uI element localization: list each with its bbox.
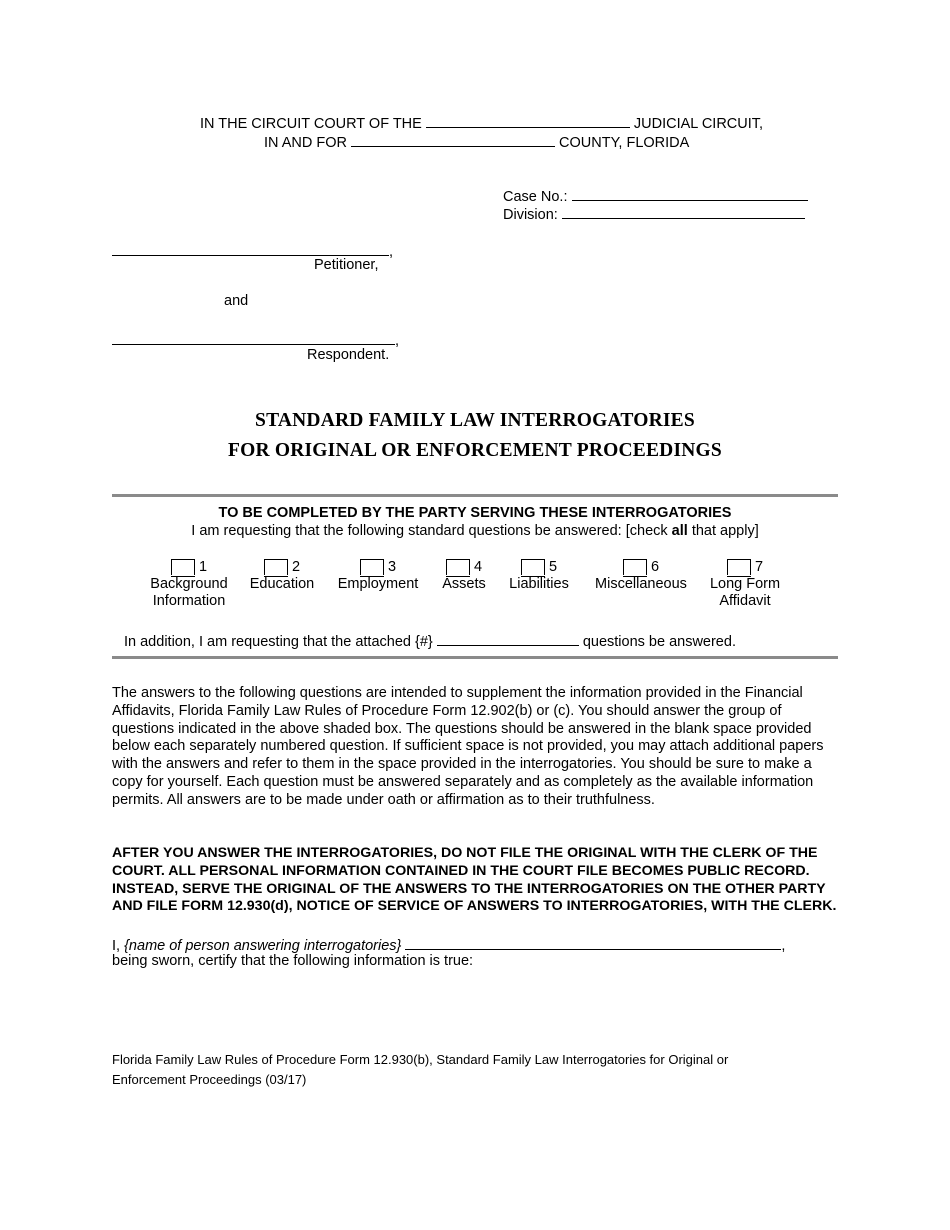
respondent-label: Respondent. [307,347,390,363]
respondent-name-field[interactable] [112,330,395,345]
warning-paragraph: AFTER YOU ANSWER THE INTERROGATORIES, DO NOT FILE THE ORIGINAL WITH THE CLERK OF THE COURT. ALL PERSONAL INFORMATION CONTAINED IN THE COURT FILE BECOMES PUBLIC RECORD. INSTEAD, SERVE THE ORIGINAL OF THE ANSWERS TO THE INTERROGATORIES ON THE OTHER PARTY AND FILE FORM 12.930(d), NOTICE OF SERVICE OF ANSWERS TO INTERROGATORIES, WITH THE CLERK. [112,845,837,915]
and-label: and [224,293,249,309]
document-title-line2: FOR ORIGINAL OR ENFORCEMENT PROCEEDINGS [228,440,722,461]
option-assets[interactable]: 4 Assets [442,559,486,592]
respondent-name-row: , [112,330,399,349]
request-box-bottom-rule [112,656,838,659]
county-field[interactable] [351,132,555,147]
option-long-form-affidavit[interactable]: 7 Long Form Affidavit [709,559,781,609]
court-caption-line1: IN THE CIRCUIT COURT OF THE JUDICIAL CIRCUIT, [200,113,763,132]
request-box-heading: TO BE COMPLETED BY THE PARTY SERVING THESE INTERROGATORIES [218,505,732,521]
checkbox-1[interactable] [171,559,195,575]
case-number-row: Case No.: [503,186,808,205]
checkbox-2[interactable] [264,559,288,575]
petitioner-name-field[interactable] [112,241,389,256]
petitioner-name-row: , [112,241,393,260]
document-title-line1: STANDARD FAMILY LAW INTERROGATORIES [255,410,695,431]
answering-person-name-field[interactable] [405,935,781,950]
option-background-information[interactable]: 1 Background Information [150,559,228,609]
petitioner-label: Petitioner, [314,257,379,273]
footer-line1: Florida Family Law Rules of Procedure Form 12.930(b), Standard Family Law Interrogatories for Original or [112,1052,729,1067]
request-box-instruction: I am requesting that the following standard questions be answered: [check all that apply] [191,523,759,539]
checkbox-4[interactable] [446,559,470,575]
checkbox-7[interactable] [727,559,751,575]
division-field[interactable] [562,204,805,219]
option-education[interactable]: 2 Education [249,559,315,592]
circuit-field[interactable] [426,113,630,128]
division-row: Division: [503,204,805,223]
case-number-field[interactable] [572,186,808,201]
checkbox-6[interactable] [623,559,647,575]
option-liabilities[interactable]: 5 Liabilities [509,559,569,592]
request-box-top-rule [112,494,838,497]
option-miscellaneous[interactable]: 6 Miscellaneous [595,559,687,592]
oath-name-row: I, {name of person answering interrogatories} , [112,935,785,954]
additional-questions-field[interactable] [437,631,579,646]
instructions-paragraph: The answers to the following questions are intended to supplement the information provided in the Financial Affidavits, Florida Family Law Rules of Procedure Form 12.902(b) or (c). You should answer the group of questions indicated in the above shaded box. The questions should be answered in the blank space provided below each separately numbered question. If sufficient space is not provided, you may attach additional papers with the answers and refer to them in the space provided in the interrogatories. You should be sure to make a copy for yourself. Each question must be answered separately and as completely as the available information permits. All answers are to be made under oath or affirmation as to their truthfulness. [112,685,824,808]
checkbox-3[interactable] [360,559,384,575]
option-employment[interactable]: 3 Employment [337,559,419,592]
oath-certification: being sworn, certify that the following information is true: [112,953,474,969]
additional-questions-row: In addition, I am requesting that the attached {#} questions be answered. [124,631,736,650]
footer-line2: Enforcement Proceedings (03/17) [112,1072,307,1087]
court-caption-line2: IN AND FOR COUNTY, FLORIDA [264,132,689,151]
checkbox-5[interactable] [521,559,545,575]
